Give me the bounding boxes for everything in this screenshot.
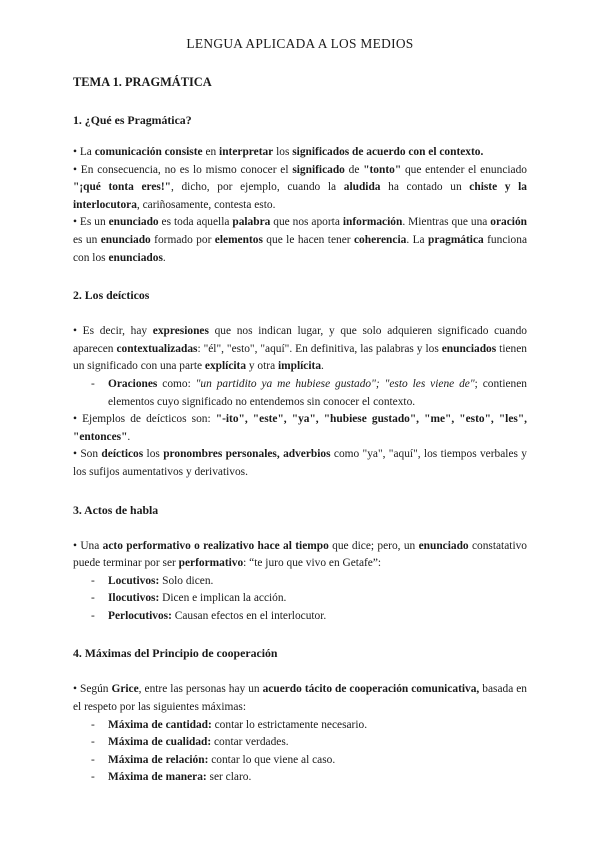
- s2-paragraph-2: • Ejemplos de deícticos son: "-ito", "este", "ya", "hubiese gustado", "me", "esto", "les", "entonces".: [73, 413, 527, 443]
- tema-heading: TEMA 1. PRAGMÁTICA: [73, 75, 212, 89]
- s4-dash-list: [73, 717, 527, 787]
- list-item: - Máxima de cualidad: contar verdades.: [91, 734, 527, 752]
- list-item: - Máxima de manera: ser claro.: [91, 769, 527, 787]
- section-2-heading: 2. Los deícticos: [73, 288, 150, 303]
- spacer: [73, 625, 527, 643]
- spacer: [73, 130, 527, 144]
- s1-paragraph-2: • En consecuencia, no es lo mismo conocer el significado de "tonto" que entender el enunciado "¡qué tonta eres!", dicho, por ejemplo, cuando la aludida ha contado un chiste y la interlocutora, cariñosamente, contesta esto.: [73, 163, 527, 211]
- list-item: - Máxima de cantidad: contar lo estrictamente necesario.: [91, 717, 527, 735]
- spacer: [73, 663, 527, 681]
- document-title: LENGUA APLICADA A LOS MEDIOS: [186, 36, 414, 51]
- list-item: - Máxima de relación: contar lo que viene al caso.: [91, 752, 527, 770]
- s1-paragraph-1: • La comunicación consiste en interpretar los significados de acuerdo con el contexto.: [73, 146, 484, 158]
- s4-paragraph-1: • Según Grice, entre las personas hay un acuerdo tácito de cooperación comunicativa, basada en el respeto por las siguientes máximas:: [73, 683, 527, 714]
- list-item: - Locutivos: Solo dicen.: [91, 573, 527, 591]
- section-3-heading: 3. Actos de habla: [73, 502, 159, 517]
- list-item: - Ilocutivos: Dicen e implican la acción.: [91, 590, 527, 608]
- s3-paragraph-1: • Una acto performativo o realizativo hace al tiempo que dice; pero, un enunciado constatativo puede terminar por ser performativo: “te juro que vivo en Getafe”:: [73, 539, 527, 570]
- list-item: - Oraciones como: "un partidito ya me hubiese gustado"; "esto les viene de"; contienen elementos cuyo significado no entendemos sin conocer el contexto.: [91, 376, 527, 411]
- spacer: [73, 267, 527, 285]
- s1-paragraph-3: • Es un enunciado es toda aquella palabra que nos aporta información. Mientras que una oración es un enunciado formado por elementos que le hacen tener coherencia. La pragmática funciona con los enunciados.: [73, 216, 527, 264]
- spacer: [73, 520, 527, 538]
- s3-dash-list: [73, 573, 527, 626]
- section-1-heading: 1. ¿Qué es Pragmática?: [73, 113, 192, 127]
- s2-dash-list: [73, 376, 527, 411]
- section-4-heading: 4. Máximas del Principio de cooperación: [73, 646, 278, 661]
- s2-paragraph-1: • Es decir, hay expresiones que nos indican lugar, y que solo adquieren significado cuando aparecen contextualizadas: "él", "esto", "aquí". En definitiva, las palabras y los enunciados tienen un significado con una parte explícita y otra implícita.: [73, 325, 527, 373]
- spacer: [73, 305, 527, 323]
- list-item: - Perlocutivos: Causan efectos en el interlocutor.: [91, 608, 527, 626]
- s2-paragraph-3: • Son deícticos los pronombres personales, adverbios como "ya", "aquí", los tiempos verbales y los sufijos aumentativos y derivativos.: [73, 448, 527, 478]
- spacer: [73, 482, 527, 500]
